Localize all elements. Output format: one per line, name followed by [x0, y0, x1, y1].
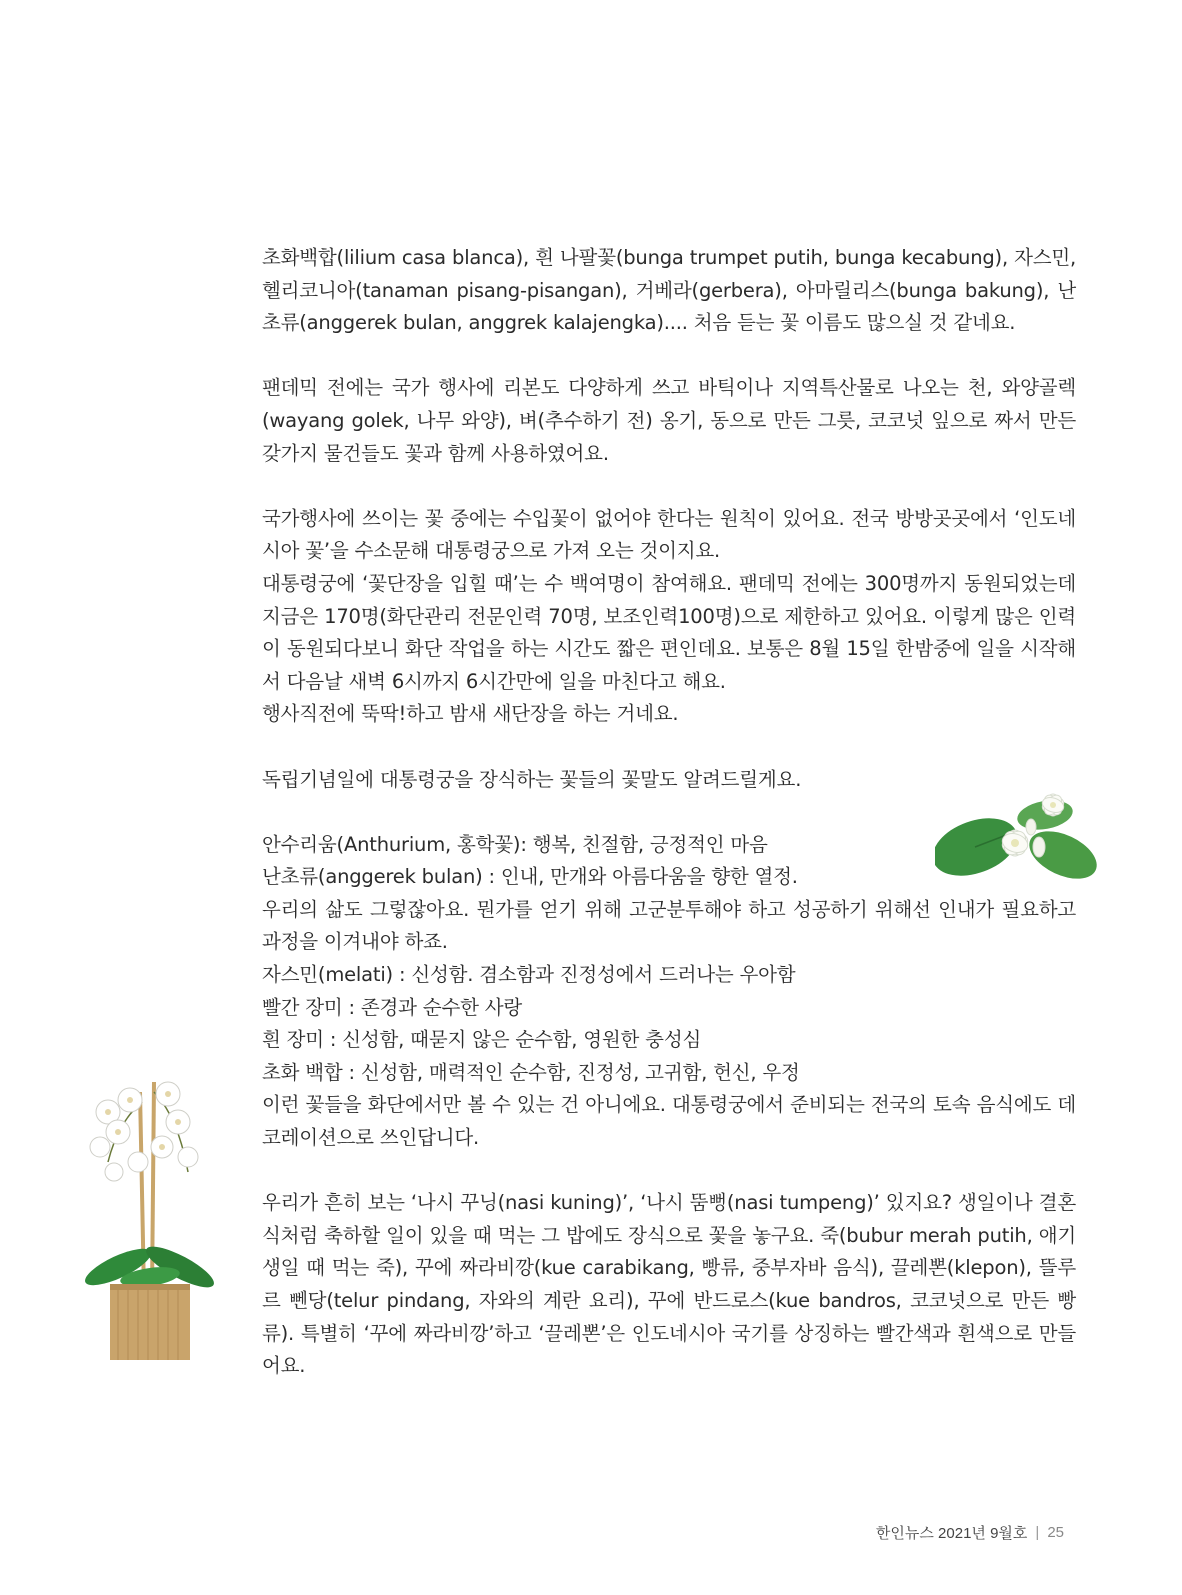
- paragraph-gap: [262, 470, 1076, 503]
- paragraph-flower-meanings-intro: 독립기념일에 대통령궁을 장식하는 꽃들의 꽃말도 알려드릴게요.: [262, 767, 802, 791]
- orchid-pot-image: [78, 1062, 220, 1362]
- paragraph-flower-list: 초화백합(lilium casa blanca), 흰 나팔꽃(bunga trumpet putih, bunga kecabung), 자스민, 헬리코니아(tanaman pisang-pisangan), 거베라(gerbera), 아마릴리스(bunga bakung), 난초류(anggerek bulan, anggrek kalajengka).... 처음 듣는 꽃 이름도 많으실 것 같네요.: [262, 246, 1076, 335]
- paragraph-gap: [262, 340, 1076, 373]
- meaning-orchid-note: 우리의 삶도 그렇잖아요. 뭔가를 얻기 위해 고군분투해야 하고 성공하기 위해선 인내가 필요하고 과정을 이겨내야 하죠.: [262, 897, 1076, 954]
- paragraph-gap: [262, 731, 1076, 764]
- meaning-orchid: 난초류(anggerek bulan) : 인내, 만개와 아름다움을 향한 열정.: [262, 865, 798, 889]
- page-footer: [876, 1522, 1064, 1543]
- meaning-white-rose: 흰 장미 : 신성함, 때묻지 않은 순수함, 영원한 충성심: [262, 1028, 702, 1052]
- meaning-anthurium: 안수리움(Anthurium, 홍학꽃): 행복, 친절함, 긍정적인 마음: [262, 832, 768, 856]
- page-number: 25: [1047, 1524, 1064, 1541]
- paragraph-pandemic-decor: 팬데믹 전에는 국가 행사에 리본도 다양하게 쓰고 바틱이나 지역특산물로 나오는 천, 와양골렉(wayang golek, 나무 와양), 벼(추수하기 전) 옹기, 동으로 만든 그릇, 코코넛 잎으로 짜서 만든 갖가지 물건들도 꽃과 함께 사용하였어요.: [262, 376, 1076, 465]
- paragraph-overnight: 행사직전에 뚝딱!하고 밤새 새단장을 하는 거네요.: [262, 702, 679, 726]
- paragraph-workforce: 대통령궁에 ‘꽃단장을 입힐 때’는 수 백여명이 참여해요. 팬데믹 전에는 300명까지 동원되었는데 지금은 170명(화단관리 전문인력 70명, 보조인력100명)으로 제한하고 있어요. 이렇게 많은 인력이 동원되다보니 화단 작업을 하는 시간도 짧은 편인데요. 보통은 8월 15일 한밤중에 일을 시작해서 다음날 새벽 6시까지 6시간만에 일을 마친다고 해요.: [262, 571, 1076, 693]
- publication-title: 한인뉴스 2021년 9월호: [875, 1525, 1028, 1542]
- meaning-lily: 초화 백합 : 신성함, 매력적인 순수함, 진정성, 고귀함, 헌신, 우정: [262, 1060, 800, 1084]
- paragraph-gap: [262, 1155, 1076, 1188]
- paragraph-local-flowers: 국가행사에 쓰이는 꽃 중에는 수입꽃이 없어야 한다는 원칙이 있어요. 전국 방방곳곳에서 ‘인도네시아 꽃’을 수소문해 대통령궁으로 가져 오는 것이지요.: [262, 506, 1076, 563]
- jasmine-flower-image: [935, 785, 1105, 893]
- paragraph-nasi-foods: 우리가 흔히 보는 ‘나시 꾸닝(nasi kuning)’, ‘나시 뚬뻥(nasi tumpeng)’ 있지요? 생일이나 결혼식처럼 축하할 일이 있을 때 먹는 그 밥에도 장식으로 꽃을 놓구요. 죽(bubur merah putih, 애기 생일 때 먹는 죽), 꾸에 짜라비깡(kue carabikang, 빵류, 중부자바 음식), 끌레뽄(klepon), 뜰루르 뻰당(telur pindang, 자와의 계란 요리), 꾸에 반드로스(kue bandros, 코코넛으로 만든 빵류). 특별히 ‘꾸에 짜라비깡’하고 ‘끌레뽄’은 인도네시아 국기를 상징하는 빨간색과 흰색으로 만들어요.: [262, 1191, 1076, 1378]
- meaning-jasmine: 자스민(melati) : 신성함. 겸소함과 진정성에서 드러나는 우아함: [262, 963, 796, 987]
- footer-separator: |: [1035, 1524, 1040, 1541]
- meaning-red-rose: 빨간 장미 : 존경과 순수한 사랑: [262, 995, 523, 1019]
- paragraph-food-decoration: 이런 꽃들을 화단에서만 볼 수 있는 건 아니에요. 대통령궁에서 준비되는 전국의 토속 음식에도 데코레이션으로 쓰인답니다.: [262, 1093, 1076, 1150]
